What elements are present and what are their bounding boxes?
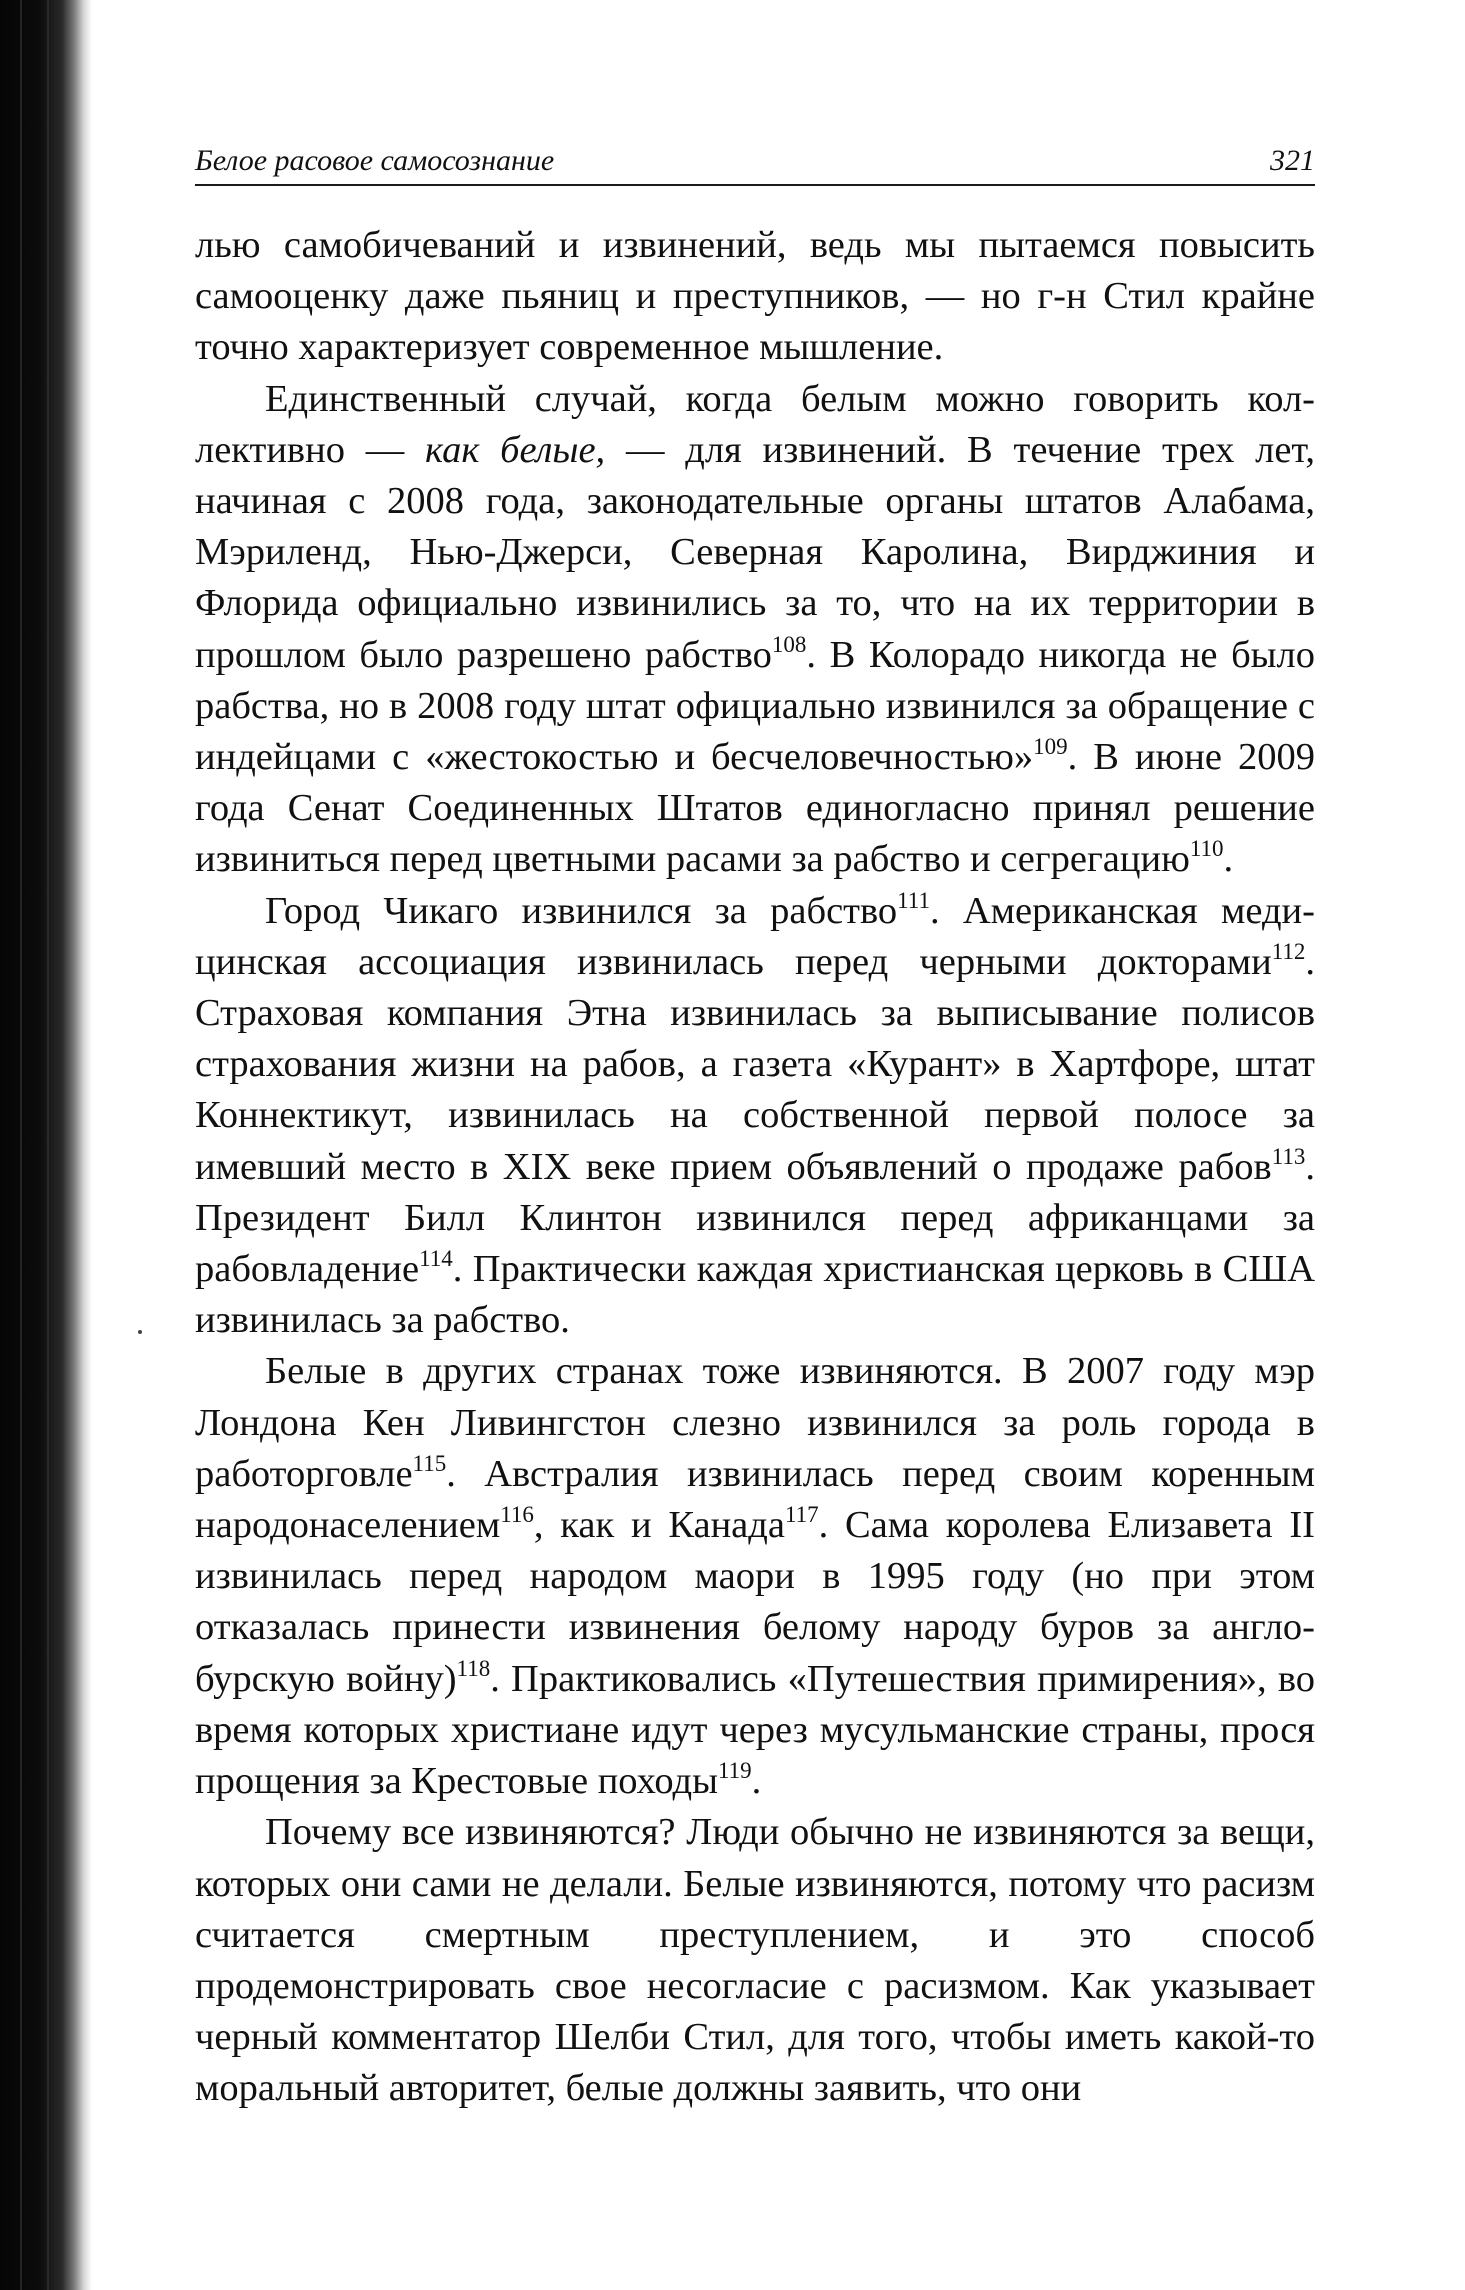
footnote-ref: 117 xyxy=(784,1502,819,1528)
footnote-ref: 118 xyxy=(456,1655,491,1681)
paragraph xyxy=(195,886,1315,1347)
text-run: — для извинений. В течение трех лет, начиная с 2008 года, законодательные органы штатов Алабама, Мэриленд, Нью-Джерси, Северная Каролина, Вирджиния и Флорида официально извинились за то, что на их территории в прошлом было разрешено рабство xyxy=(195,428,1315,676)
running-head xyxy=(195,138,1315,186)
page-number: 321 xyxy=(1270,144,1315,177)
book-binding-shadow xyxy=(0,0,92,2290)
paragraph xyxy=(195,1346,1315,1807)
footnote-ref: 113 xyxy=(1271,1143,1306,1169)
text-run: . Сама королева Елизавета II извинилась перед народом маори в 1995 году (но при этом отказалась принести извинения белому народу буров за англобурскую войну) xyxy=(195,1504,1315,1700)
footnote-ref: 114 xyxy=(419,1246,453,1272)
footnote-ref: 112 xyxy=(1271,938,1306,964)
text-run: Почему все извиняются? Люди обычно не извиняются за вещи, которых они сами не делали. Белые извиняются, потому что расизм считается смертным преступлением, и это способ продемонстрировать свое несогласие с расизмом. Как указывает черный комментатор Шелби Стил, для того, чтобы иметь какой-то моральный авторитет, белые должны заявить, что они xyxy=(195,1811,1315,2110)
footnote-ref: 109 xyxy=(1033,734,1068,760)
binding-streak xyxy=(47,0,49,2290)
text-run: . Практиковались «Путешествия примирения», во время которых христиане идут через мусульманские страны, прося прощения за Крестовые походы xyxy=(195,1657,1316,1803)
text-run: лью самобичеваний и извинений, ведь мы пытаемся повысить самооценку даже пьяниц и преступников, — но г-н Стил крайне точно характеризует современное мышление. xyxy=(195,224,1315,369)
text-run: . Австралия извинилась перед своим коренным народонаселением xyxy=(195,1452,1315,1547)
paragraph xyxy=(195,374,1315,886)
paragraph xyxy=(195,1807,1315,2114)
footnote-ref: 115 xyxy=(412,1450,447,1476)
text-run: Белые в других странах тоже извиняются. В 2007 году мэр Лондона Кен Ливингстон слезно извинился за роль города в работорговле xyxy=(195,1350,1315,1495)
footnote-ref: 116 xyxy=(500,1502,534,1528)
footnote-ref: 110 xyxy=(1189,836,1224,862)
text-run: . Страховая компания Этна извинилась за выписывание полисов страхования жизни на рабов, а газета «Курант» в Хартфоре, штат Коннектикут, извинилась на собственной первой полосе за имевший место в XIX веке прием объявлений о продаже рабов xyxy=(195,940,1315,1188)
body-text xyxy=(195,220,1315,2115)
text-run: . xyxy=(1223,838,1234,881)
text-run: . Практически каждая христианская церковь в США извинилась за рабство. xyxy=(195,1248,1315,1342)
binding-streak xyxy=(20,0,22,2290)
margin-dot xyxy=(138,1330,142,1334)
text-run: , как и Канада xyxy=(533,1504,785,1547)
text-run: . Американская медицинская ассоциация извинилась перед черными докторами xyxy=(195,889,1315,983)
text-run: . Президент Билл Клинтон извинился перед африканцами за рабовладение xyxy=(195,1145,1315,1291)
running-head-title: Белое расовое самосознание xyxy=(195,144,555,177)
book-page xyxy=(195,138,1315,2115)
footnote-ref: 111 xyxy=(897,887,930,913)
text-run: Единственный случай, когда белым можно говорить коллективно — xyxy=(195,377,1315,471)
text-run: . В Колорадо никогда не было рабства, но в 2008 году штат официально извинился за обращение с индейцами с «жестокостью и бесчеловечностью» xyxy=(195,633,1315,779)
footnote-ref: 108 xyxy=(771,631,807,657)
emphasis-text: как белые, xyxy=(425,428,606,471)
text-run: . xyxy=(751,1760,762,1803)
footnote-ref: 119 xyxy=(717,1758,752,1784)
text-run: Город Чикаго извинился за рабство xyxy=(265,889,898,932)
paragraph xyxy=(195,220,1315,374)
text-run: . В июне 2009 года Сенат Соединенных Штатов единогласно принял решение извиниться перед цветными расами за рабство и сегрегацию xyxy=(195,736,1315,881)
